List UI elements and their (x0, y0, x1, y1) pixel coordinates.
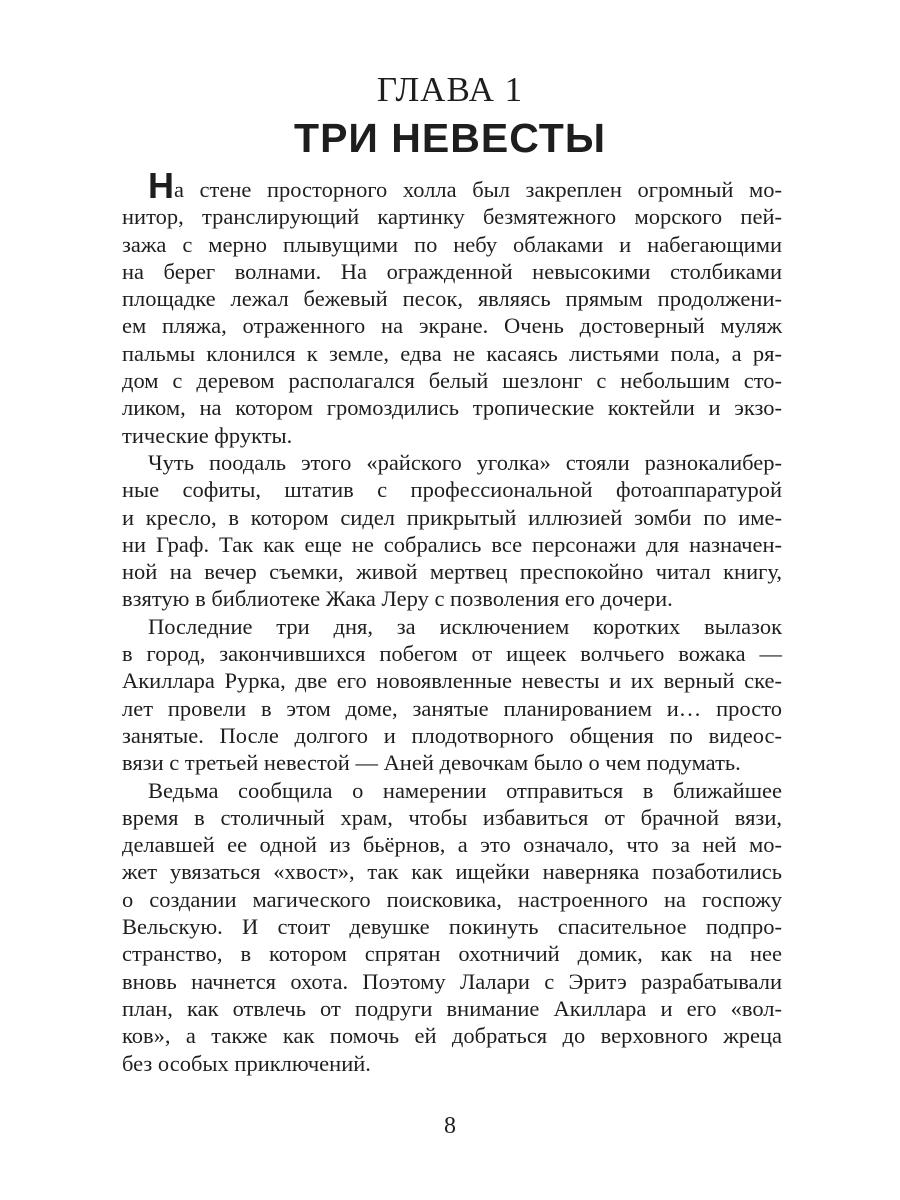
paragraph-1 (122, 165, 782, 449)
line-text: Последние три дня, за исключением коротких вылазок (148, 613, 782, 639)
text-line (122, 203, 782, 230)
text-line (122, 940, 782, 967)
line-text: ем пляжа, отраженного на экране. Очень достоверный муляж (122, 313, 782, 339)
line-text: а стене просторного холла был закреплен огромный мо- (174, 177, 782, 202)
line-text: ные софиты, штатив с профессиональной фотоаппаратурой (122, 477, 782, 503)
paragraph-2 (122, 449, 782, 613)
text-line (122, 165, 782, 206)
text-line (122, 367, 782, 394)
text-line (122, 777, 782, 804)
chapter-text (122, 165, 782, 1077)
text-line (122, 504, 782, 531)
text-line (122, 585, 782, 612)
line-text: на берег волнами. На огражденной невысокими столбиками (122, 258, 782, 284)
line-text: ной на вечер съемки, живой мертвец преспокойно читал книгу, (122, 559, 782, 585)
text-line (122, 886, 782, 913)
chapter-number: ГЛАВА 1 (376, 70, 524, 109)
line-text: ни Граф. Так как еще не собрались все персонажи для назначен- (122, 531, 782, 557)
line-text: жет увязаться «хвост», так как ищейки наверняка позаботились (122, 859, 782, 885)
text-line (122, 995, 782, 1022)
text-line (122, 394, 782, 421)
line-text: пальмы клонился к земле, едва не касаясь листьями пола, а ря- (122, 340, 782, 366)
text-line (122, 695, 782, 722)
line-text: странство, в котором спрятан охотничий домик, как на нее (122, 941, 782, 967)
text-line (122, 231, 782, 258)
text-line (122, 613, 782, 640)
line-text: без особых приключений. (122, 1050, 371, 1076)
line-text: и кресло, в котором сидел прикрытый иллюзией зомби по име- (122, 504, 782, 530)
text-line (122, 312, 782, 339)
line-text: нитор, транслирующий картинку безмятежного морского пей- (122, 204, 782, 230)
line-text: занятые. После долгого и плодотворного общения по видеос- (122, 722, 782, 748)
text-line (122, 285, 782, 312)
text-line (122, 449, 782, 476)
line-text: зажа с мерно плывущими по небу облаками и набегающими (122, 231, 782, 257)
line-text: тические фрукты. (122, 422, 293, 448)
text-line (122, 913, 782, 940)
text-line (122, 831, 782, 858)
line-text: Вельскую. И стоит девушке покинуть спасительное подпро- (122, 914, 782, 940)
text-line (122, 476, 782, 503)
paragraph-3 (122, 613, 782, 777)
text-line (122, 968, 782, 995)
text-line (122, 258, 782, 285)
text-line (122, 858, 782, 885)
drop-cap: Н (148, 165, 174, 206)
line-text: вязи с третьей невестой — Аней девочкам было о чем подумать. (122, 750, 741, 776)
text-line (122, 1050, 782, 1077)
chapter-title: ТРИ НЕВЕСТЫ (294, 115, 606, 161)
text-line (122, 422, 782, 449)
line-text: время в столичный храм, чтобы избавиться от брачной вязи, (122, 804, 782, 830)
text-line (122, 722, 782, 749)
line-text: дом с деревом располагался белый шезлонг с небольшим сто- (122, 368, 782, 394)
line-text: план, как отвлечь от подруги внимание Акиллара и его «вол- (122, 995, 782, 1021)
text-line (122, 531, 782, 558)
line-text: Акиллара Рурка, две его новоявленные невесты и их верный ске- (122, 668, 782, 694)
text-line (122, 558, 782, 585)
line-text: о создании магического поисковика, настроенного на госпожу (122, 886, 782, 912)
line-text: вновь начнется охота. Поэтому Лалари с Эритэ разрабатывали (122, 968, 782, 994)
paragraph-4 (122, 777, 782, 1077)
line-text: площадке лежал бежевый песок, являясь прямым продолжени- (122, 286, 782, 312)
line-text: взятую в библиотеке Жака Леру с позволения его дочери. (122, 586, 673, 612)
line-text: ликом, на котором громоздились тропические коктейли и экзо- (122, 395, 782, 421)
text-line (122, 804, 782, 831)
line-text: Чуть поодаль этого «райского уголка» стояли разнокалибер- (148, 449, 782, 475)
text-line (122, 340, 782, 367)
text-line (122, 640, 782, 667)
page-number: 8 (444, 1113, 456, 1139)
line-text: в город, закончившихся побегом от ищеек волчьего вожака — (122, 641, 782, 667)
text-line (122, 1022, 782, 1049)
line-text: лет провели в этом доме, занятые планированием и… просто (122, 695, 782, 721)
text-line (122, 667, 782, 694)
line-text: ков», а также как помочь ей добраться до верховного жреца (122, 1023, 782, 1049)
line-text: Ведьма сообщила о намерении отправиться в ближайшее (148, 777, 782, 803)
text-line (122, 749, 782, 776)
line-text: делавшей ее одной из бьёрнов, а это означало, что за ней мо- (122, 832, 782, 858)
